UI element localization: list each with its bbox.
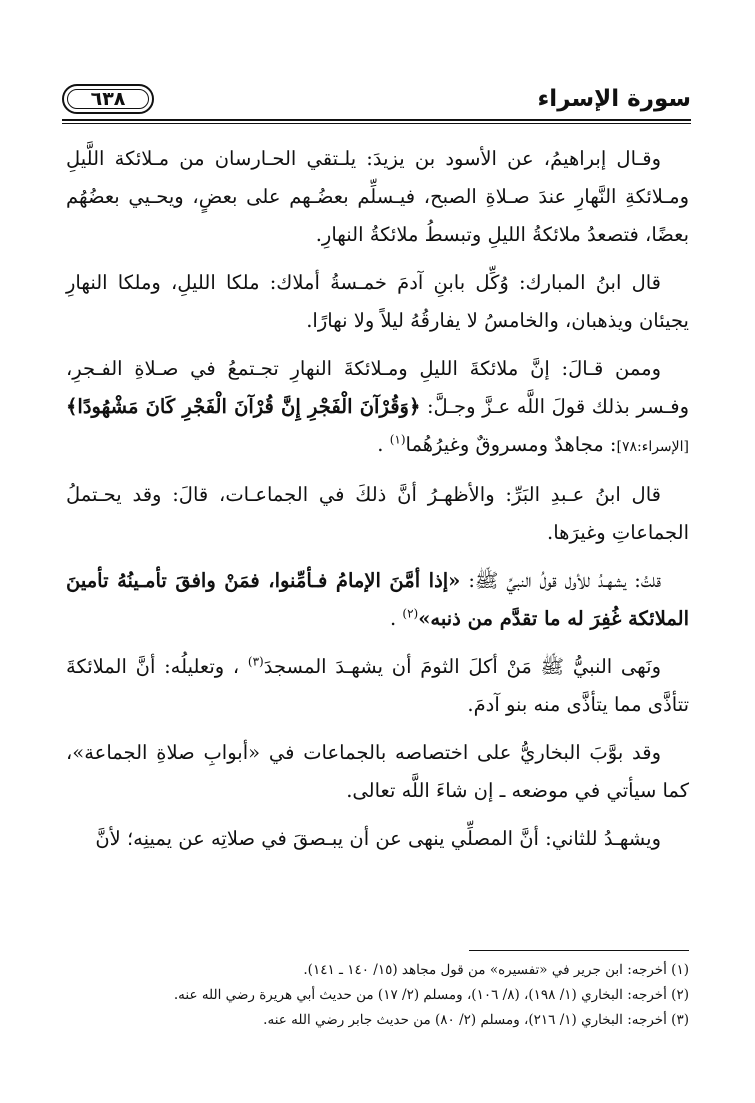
footnote-marker-2: (٢) <box>402 606 419 621</box>
paragraph-4: قال ابنُ عـبدِ البَرِّ: والأظهـرُ أنَّ ذلكَ في الجماعـات، قالَ: وقد يحـتملُ الجماعاتِ وغيرَها. <box>66 483 689 544</box>
verse-reference: [الإسراء:٧٨] <box>616 439 689 455</box>
surah-title: سورة الإسراء <box>537 86 691 112</box>
page-header <box>62 82 691 122</box>
footnote-marker-1: (١) <box>389 432 406 447</box>
paragraph-3-text: وممن قـالَ: إنَّ ملائكةَ الليلِ ومـلائكةَ النهارِ تجـتمعُ في صـلاةِ الفـجرِ، وفـسر بذلك قولَ اللَّه عـزَّ وجـلَّ: <box>66 357 689 418</box>
paragraph-6-tail: ، وتعليلُه: أنَّ الملائكةَ تتأذَّى مما يتأذَّى منه بنو آدمَ. <box>66 655 689 716</box>
paragraph-3: وممن قـالَ: إنَّ ملائكةَ الليلِ ومـلائكةَ النهارِ تجـتمعُ في صـلاةِ الفـجرِ، وفـسر بذلك قولَ اللَّه عـزَّ وجـلَّ: ﴿وَقُرْآنَ الْفَجْرِ إِنَّ قُرْآنَ الْفَجْرِ كَانَ مَشْهُودًا﴾ [الإسراء:٧٨]: مجاهدٌ ومسروقٌ وغيرُهُما$^{(١)}$ . <box>66 357 689 456</box>
main-text <box>66 140 689 868</box>
paragraph-8: ويشهـدُ للثاني: أنَّ المصلِّي ينهى عن أن يبـصقَ في صلاتِه عن يمينِه؛ لأنَّ <box>95 827 661 850</box>
footnote-3: (٣) أخرجه: البخاري (١/ ٢١٦)، ومسلم (٢/ ٨٠) من حديث جابر رضي الله عنه. <box>263 1012 689 1028</box>
hadith-quote: «إذا أمَّنَ الإمامُ فـأمِّنوا، فمَنْ وافقَ تأمـينُهُ تأمينَ الملائكة غُفِرَ له ما تقدَّم من ذنبه» <box>66 569 689 630</box>
footnotes <box>66 958 689 1033</box>
paragraph-3-tail: : مجاهدٌ ومسروقٌ وغيرُهُما <box>405 433 617 456</box>
footnote-separator <box>469 950 689 951</box>
header-rule-thin <box>62 123 691 124</box>
paragraph-5: قلتُ: يشهـدُ للأول قولُ النبيِّ ﷺ: «إذا أمَّنَ الإمامُ فـأمِّنوا، فمَنْ وافقَ تأمـينُهُ تأمينَ الملائكة غُفِرَ له ما تقدَّم من ذنبه»$^{(٢)}$ . <box>66 569 689 630</box>
paragraph-2: قال ابنُ المبارك: وُكِّل بابنِ آدمَ خمـسةُ أملاك: ملكا الليلِ، وملكا النهارِ يجيئان ويذهبان، والخامسُ لا يفارقُهُ ليلاً ولا نهارًا. <box>66 271 689 332</box>
page-number: ٦٣٨ <box>90 88 126 110</box>
paragraph-1: وقـال إبراهيمُ، عن الأسود بن يزيدَ: يلـتقي الحـارسان من مـلائكة اللَّيلِ ومـلائكةِ النَّهارِ عندَ صـلاةِ الصبح، فيـسلِّم بعضُـهم على بعضٍ، ويحـيي بعضُهُم بعضًا، فتصعدُ ملائكةُ الليلِ وتبسطُ ملائكةُ النهارِ. <box>66 147 689 246</box>
footnote-1: (١) أخرجه: ابن جرير في «تفسيره» من قول مجاهد (١٥/ ١٤٠ ـ ١٤١). <box>303 962 689 978</box>
header-rule <box>62 119 691 121</box>
footnote-marker-3: (٣) <box>247 654 264 669</box>
paragraph-6-text: ونَهى النبيُّ ﷺ مَنْ أكلَ الثومَ أن يشهـدَ المسجدَ <box>263 655 661 678</box>
quran-verse: ﴿وَقُرْآنَ الْفَجْرِ إِنَّ قُرْآنَ الْفَجْرِ كَانَ مَشْهُودًا﴾ <box>66 395 421 418</box>
paragraph-6 <box>66 648 689 724</box>
page-number-badge <box>62 84 154 114</box>
footnote-2: (٢) أخرجه: البخاري (١/ ١٩٨)، (٨/ ١٠٦)، ومسلم (٢/ ١٧) من حديث أبي هريرة رضي الله عنه. <box>173 987 689 1003</box>
paragraph-5-text: قلتُ: يشهـدُ للأول قولُ النبيِّ ﷺ: <box>468 569 662 592</box>
paragraph-7: وقد بوَّبَ البخاريُّ على اختصاصه بالجماعات في «أبوابِ صلاةِ الجماعة»، كما سيأتي في موضعه ـ إن شاءَ اللَّه تعالى. <box>66 741 689 802</box>
